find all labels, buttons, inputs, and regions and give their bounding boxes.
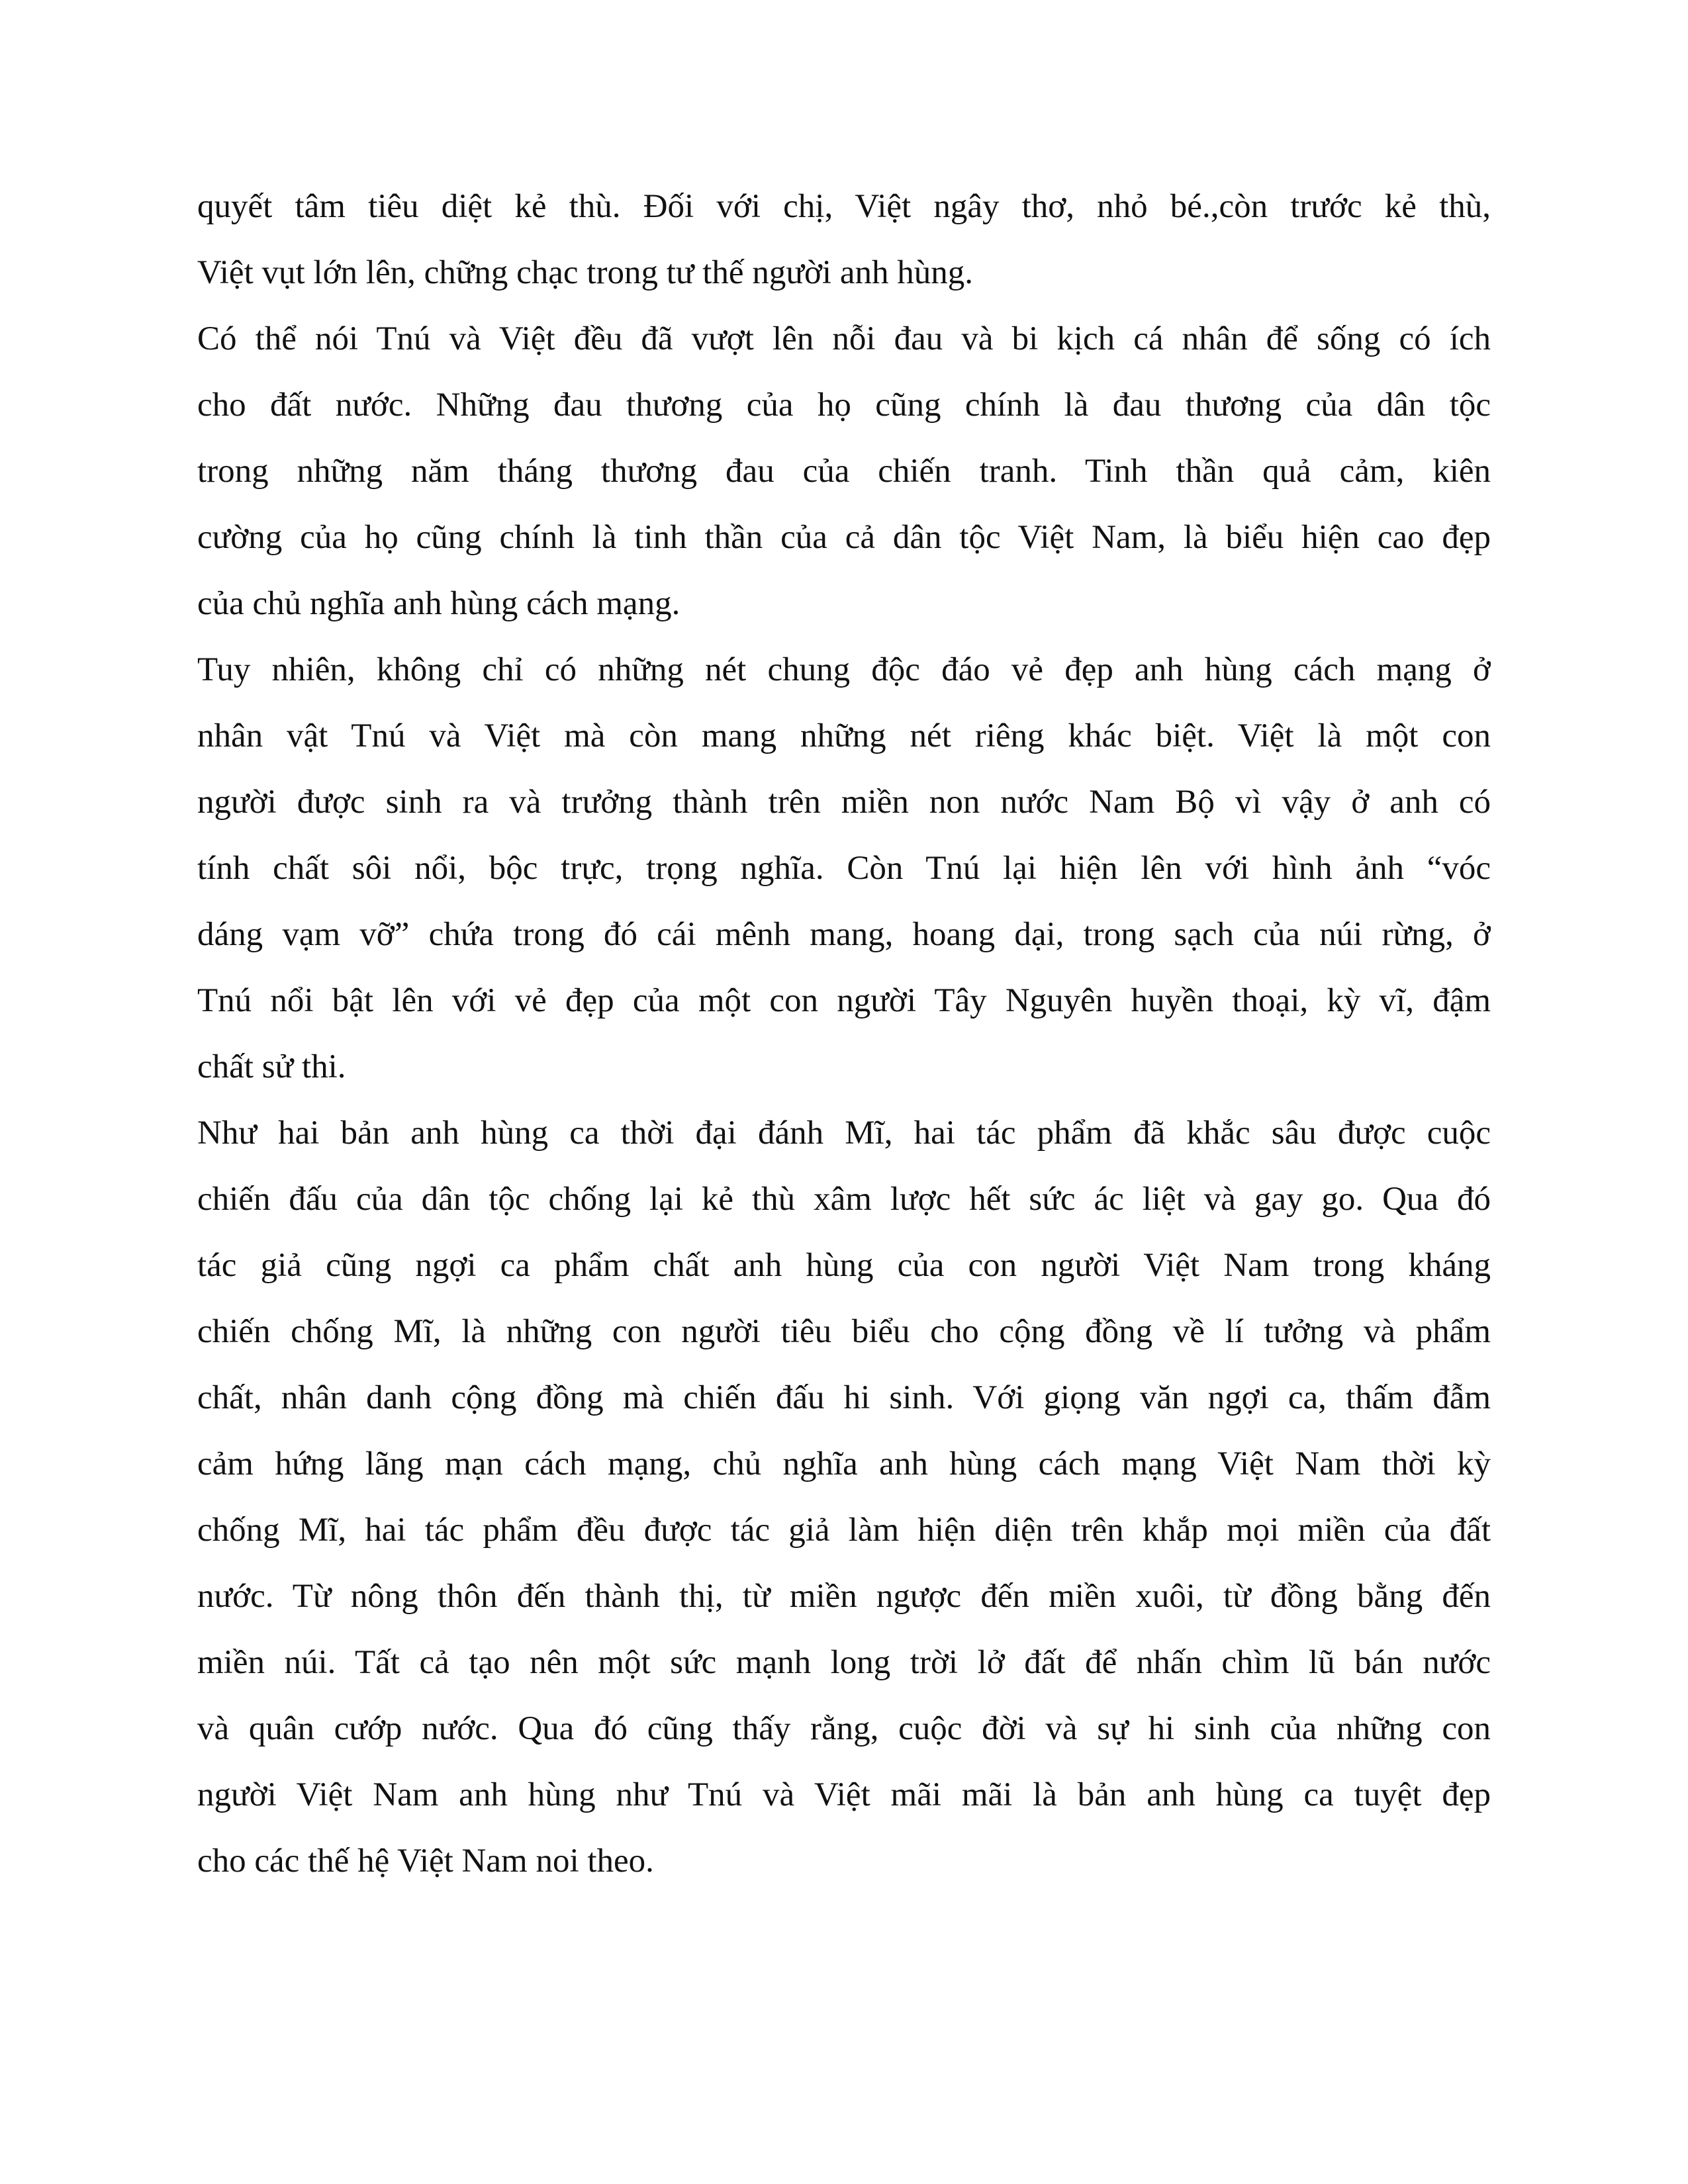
- text-line: chiến chống Mĩ, là những con người tiêu biểu cho cộng đồng về lí tưởng và phẩm: [197, 1313, 1491, 1350]
- paragraph-4: [197, 1100, 1491, 1894]
- text-line: Như hai bản anh hùng ca thời đại đánh Mĩ, hai tác phẩm đã khắc sâu được cuộc: [197, 1115, 1491, 1152]
- text-line: Tnú nổi bật lên với vẻ đẹp của một con người Tây Nguyên huyền thoại, kỳ vĩ, đậm: [197, 982, 1491, 1019]
- text-line: cho đất nước. Những đau thương của họ cũng chính là đau thương của dân tộc: [197, 387, 1491, 424]
- body-text: [197, 173, 1491, 1894]
- paragraph-1: [197, 173, 1491, 306]
- text-line: dáng vạm vỡ” chứa trong đó cái mênh mang, hoang dại, trong sạch của núi rừng, ở: [197, 916, 1491, 953]
- text-line: Tuy nhiên, không chỉ có những nét chung độc đáo vẻ đẹp anh hùng cách mạng ở: [197, 651, 1491, 688]
- text-line: người Việt Nam anh hùng như Tnú và Việt mãi mãi là bản anh hùng ca tuyệt đẹp: [197, 1776, 1491, 1813]
- text-line: và quân cướp nước. Qua đó cũng thấy rằng, cuộc đời và sự hi sinh của những con: [197, 1710, 1491, 1747]
- text-line: quyết tâm tiêu diệt kẻ thù. Đối với chị, Việt ngây thơ, nhỏ bé.,còn trước kẻ thù,: [197, 188, 1491, 225]
- text-line: cho các thế hệ Việt Nam noi theo.: [197, 1843, 654, 1880]
- text-line: Có thể nói Tnú và Việt đều đã vượt lên nỗi đau và bi kịch cá nhân để sống có ích: [197, 320, 1491, 357]
- text-line: người được sinh ra và trưởng thành trên miền non nước Nam Bộ vì vậy ở anh có: [197, 784, 1491, 821]
- text-line: trong những năm tháng thương đau của chiến tranh. Tinh thần quả cảm, kiên: [197, 453, 1491, 490]
- text-line: tác giả cũng ngợi ca phẩm chất anh hùng của con người Việt Nam trong kháng: [197, 1247, 1491, 1284]
- text-line: Việt vụt lớn lên, chững chạc trong tư thế người anh hùng.: [197, 254, 973, 291]
- text-line: nước. Từ nông thôn đến thành thị, từ miền ngược đến miền xuôi, từ đồng bằng đến: [197, 1578, 1491, 1615]
- text-line: chống Mĩ, hai tác phẩm đều được tác giả làm hiện diện trên khắp mọi miền của đất: [197, 1512, 1491, 1549]
- text-line: cảm hứng lãng mạn cách mạng, chủ nghĩa anh hùng cách mạng Việt Nam thời kỳ: [197, 1445, 1491, 1482]
- text-line: chất, nhân danh cộng đồng mà chiến đấu hi sinh. Với giọng văn ngợi ca, thấm đẫm: [197, 1379, 1491, 1416]
- paragraph-3: [197, 637, 1491, 1100]
- text-line: tính chất sôi nổi, bộc trực, trọng nghĩa. Còn Tnú lại hiện lên với hình ảnh “vóc: [197, 850, 1491, 887]
- text-line: cường của họ cũng chính là tinh thần của cả dân tộc Việt Nam, là biểu hiện cao đẹp: [197, 519, 1491, 556]
- text-line: của chủ nghĩa anh hùng cách mạng.: [197, 585, 680, 622]
- text-line: nhân vật Tnú và Việt mà còn mang những nét riêng khác biệt. Việt là một con: [197, 717, 1491, 754]
- text-line: chất sử thi.: [197, 1048, 346, 1085]
- paragraph-2: [197, 306, 1491, 637]
- text-line: miền núi. Tất cả tạo nên một sức mạnh long trời lở đất để nhấn chìm lũ bán nước: [197, 1644, 1491, 1681]
- text-line: chiến đấu của dân tộc chống lại kẻ thù xâm lược hết sức ác liệt và gay go. Qua đó: [197, 1181, 1491, 1218]
